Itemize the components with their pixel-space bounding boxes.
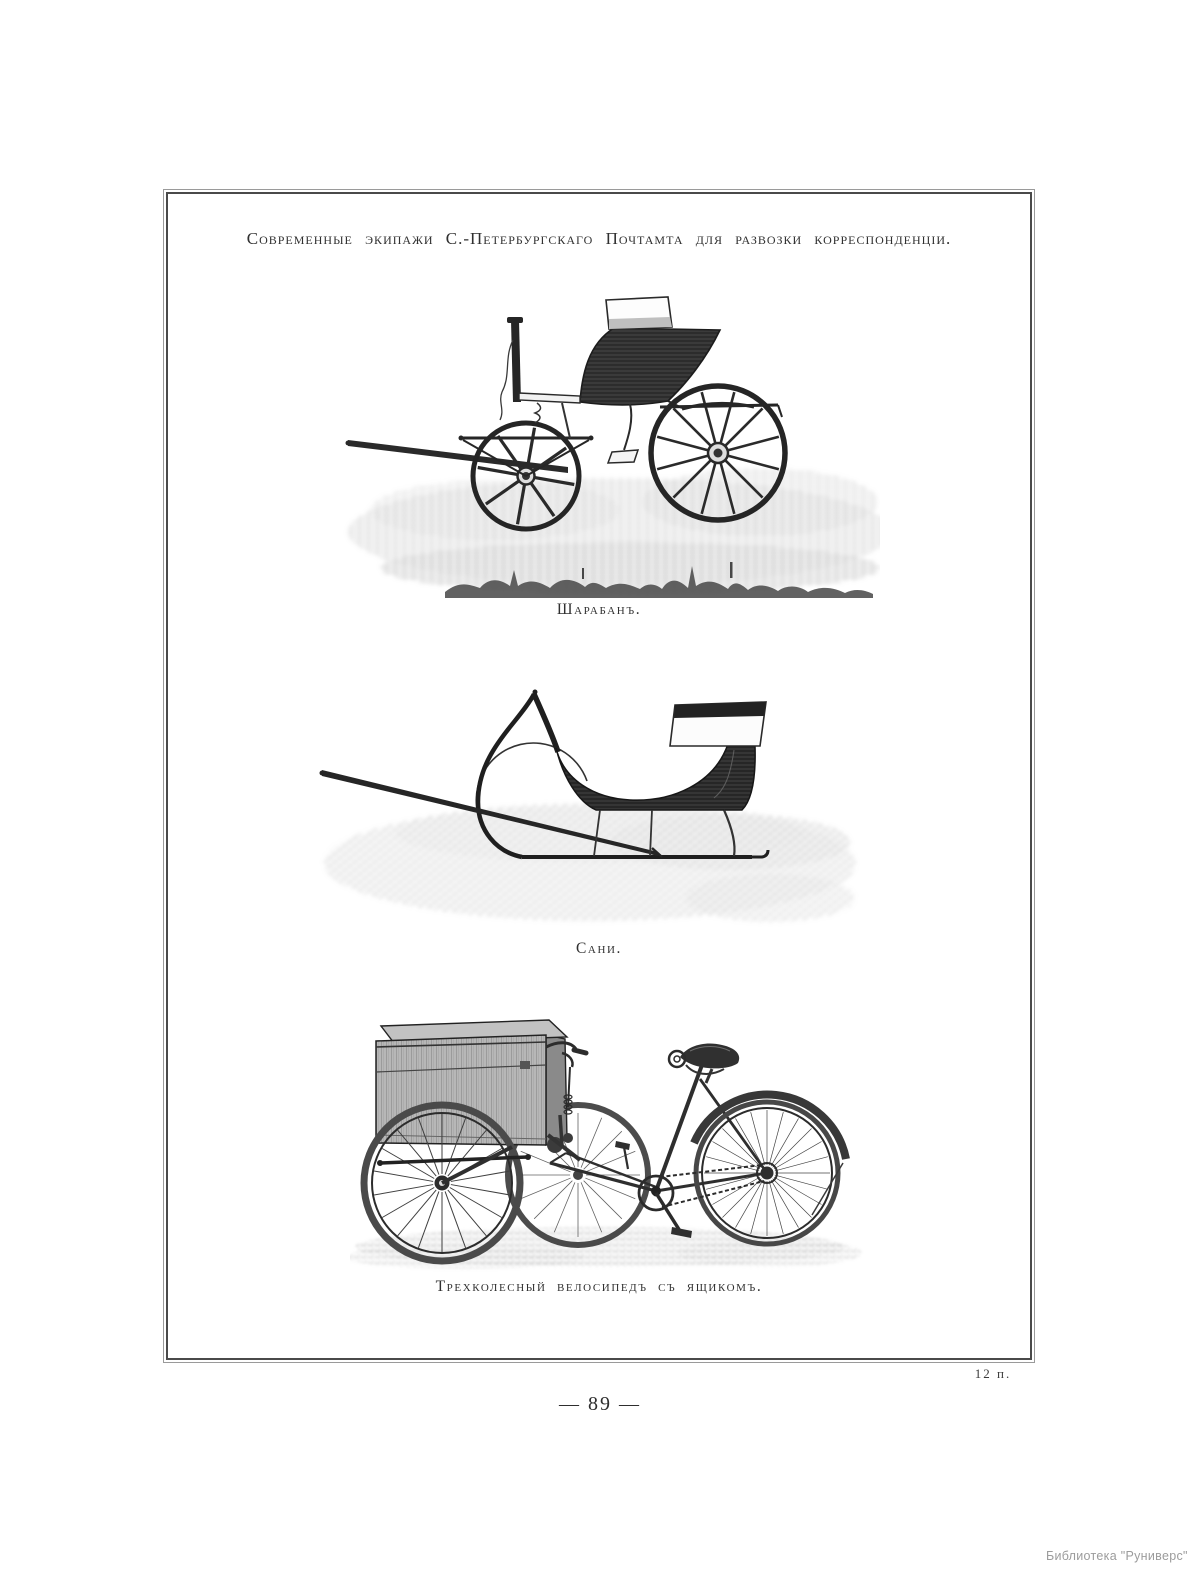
library-watermark: Библиотека "Руниверс" (1046, 1549, 1188, 1563)
charabanc-illustration (330, 280, 880, 600)
cargo-box (376, 1020, 567, 1145)
sleigh-body (556, 702, 766, 810)
page-title: Современные экипажи С.-Петербургскаго Почтамта для развозки корреспонденціи. (246, 229, 952, 248)
rear-wheel (694, 1095, 846, 1244)
ground-shading (348, 468, 880, 594)
page-number: — 89 — (559, 1393, 641, 1415)
saddle (669, 1044, 739, 1084)
sleigh-illustration (300, 650, 860, 935)
printer-mark: 12 п. (974, 1366, 1012, 1381)
figure-caption-charabanc: Шарабанъ. (556, 601, 642, 618)
figure-caption-tricycle: Трехколесный велосипедъ съ ящикомъ. (435, 1278, 763, 1295)
snow-ground-shading (324, 803, 856, 922)
seat-back-post (500, 317, 523, 420)
left-pedal (615, 1141, 630, 1150)
figure-caption-sleigh: Сани. (575, 940, 623, 957)
box-latch (520, 1061, 530, 1069)
foot-step (608, 404, 638, 463)
box-tricycle-illustration (350, 995, 865, 1273)
seat-cushion (609, 317, 672, 329)
